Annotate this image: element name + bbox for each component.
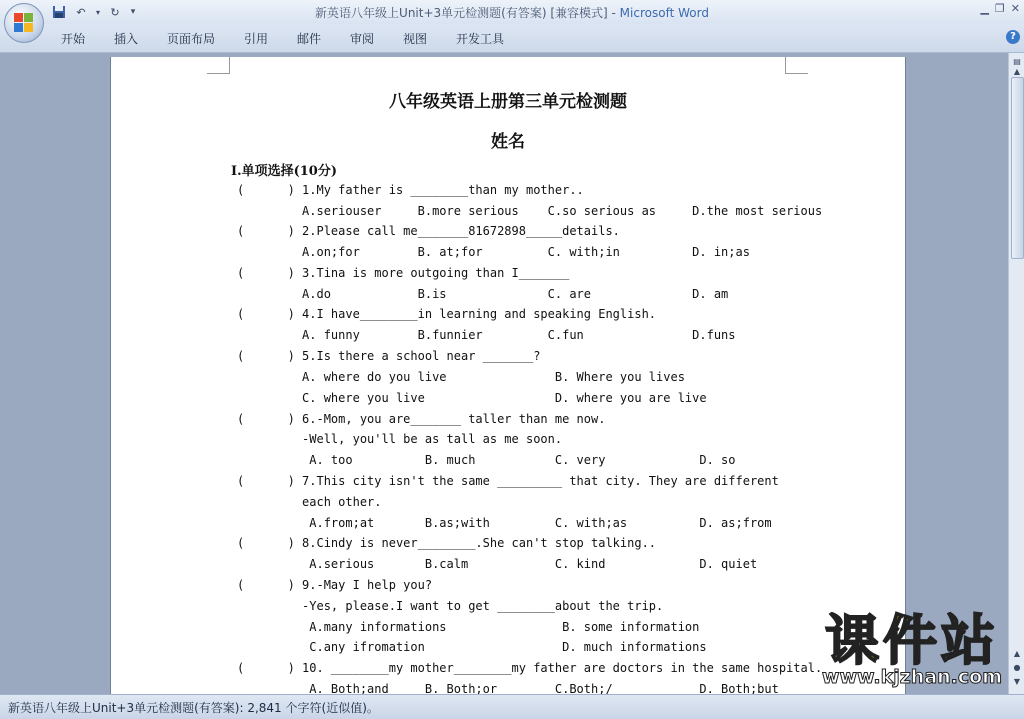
- undo-icon[interactable]: ↶: [76, 5, 86, 19]
- restore-icon[interactable]: ❐: [994, 2, 1005, 15]
- question-line: ( ) 4.I have________in learning and speaking English.: [237, 307, 685, 321]
- status-bar: [0, 694, 1024, 719]
- tab-developer[interactable]: 开发工具: [456, 32, 505, 46]
- options-line: A.seriouser B.more serious C.so serious as D.the most serious: [237, 204, 823, 218]
- vertical-scrollbar[interactable]: [1008, 53, 1024, 694]
- scroll-up-icon[interactable]: ▲: [1013, 67, 1021, 76]
- help-icon[interactable]: ?: [1006, 30, 1020, 44]
- options-line: A.do B.is C. are D. am: [237, 287, 729, 301]
- redo-icon[interactable]: ↻: [110, 5, 120, 19]
- options-line: A. Both;and B. Both;or C.Both;/ D. Both;but: [237, 682, 779, 694]
- question-line: ( ) 8.Cindy is never________.She can't stop talking..: [237, 536, 657, 550]
- watermark-logo: 课件站: [824, 609, 999, 672]
- question-line: ( ) 7.This city isn't the same _________ that city. They are different: [237, 474, 779, 488]
- tab-insert[interactable]: 插入: [114, 32, 139, 46]
- customize-qat-icon[interactable]: ▾: [130, 7, 136, 17]
- options-line: A. where do you live B. Where you lives: [237, 370, 729, 384]
- options-line: A.on;for B. at;for C. with;in D. in;as: [237, 245, 750, 259]
- question-line: ( ) 10. ________my mother________my father are doctors in the same hospital.: [237, 661, 823, 675]
- dropdown-arrow-icon[interactable]: ▾: [95, 7, 100, 17]
- scroll-thumb[interactable]: [1011, 77, 1024, 259]
- title-separator: -: [607, 6, 620, 20]
- question-line: ( ) 9.-May I help you?: [237, 578, 433, 592]
- tab-view[interactable]: 视图: [403, 32, 428, 46]
- tab-home[interactable]: 开始: [61, 32, 86, 46]
- options-line: C.any ifromation D. much informations: [237, 640, 707, 654]
- crop-mark: [785, 57, 808, 74]
- tab-review[interactable]: 审阅: [350, 32, 375, 46]
- options-line: A.from;at B.as;with C. with;as D. as;from: [237, 516, 772, 530]
- document-title: 八年级英语上册第三单元检测题: [389, 92, 627, 112]
- question-line: -Yes, please.I want to get ________about the trip.: [237, 599, 664, 613]
- ruler-toggle-icon[interactable]: ▤: [1013, 57, 1021, 66]
- question-line: each other.: [237, 495, 382, 509]
- question-line: ( ) 2.Please call me_______81672898_____details.: [237, 224, 620, 238]
- tab-references[interactable]: 引用: [244, 32, 269, 46]
- tab-mailings[interactable]: 邮件: [297, 32, 322, 46]
- next-page-icon[interactable]: ▼: [1013, 677, 1021, 686]
- watermark: [821, 609, 1002, 688]
- name-label: 姓名: [491, 132, 525, 152]
- section-heading: I.单项选择(10分): [231, 164, 337, 179]
- options-line: A.many informations B. some information: [237, 620, 707, 634]
- minimize-icon[interactable]: ▁: [980, 2, 989, 15]
- question-line: ( ) 1.My father is ________than my mother..: [237, 183, 584, 197]
- window-controls: [980, 2, 1020, 15]
- options-line: A. too B. much C. very D. so: [237, 453, 743, 467]
- question-line: ( ) 6.-Mom, you are_______ taller than me now.: [237, 412, 606, 426]
- tab-page-layout[interactable]: 页面布局: [167, 32, 216, 46]
- crop-mark: [207, 57, 230, 74]
- office-button[interactable]: [4, 3, 44, 43]
- options-line: C. where you live D. where you are live: [237, 391, 707, 405]
- options-line: A.serious B.calm C. kind D. quiet: [237, 557, 758, 571]
- close-icon[interactable]: ✕: [1010, 2, 1020, 15]
- document-name: 新英语八年级上Unit+3单元检测题(有答案) [兼容模式]: [315, 6, 608, 20]
- document-page[interactable]: [110, 57, 906, 694]
- title-bar: [0, 0, 1024, 24]
- document-area: [0, 53, 1008, 694]
- browse-object-icon[interactable]: ●: [1013, 663, 1021, 672]
- question-line: -Well, you'll be as tall as me soon.: [237, 432, 563, 446]
- app-name: Microsoft Word: [619, 6, 709, 20]
- ribbon-tabs: [0, 24, 1024, 53]
- status-text: 新英语八年级上Unit+3单元检测题(有答案): 2,841 个字符(近似值)。: [8, 701, 379, 715]
- prev-page-icon[interactable]: ▲: [1013, 649, 1021, 658]
- question-line: ( ) 5.Is there a school near _______?: [237, 349, 541, 363]
- watermark-url: www.kjzhan.com: [821, 666, 1002, 688]
- office-logo-icon: [14, 13, 34, 33]
- window-title: [0, 4, 1024, 21]
- options-line: A. funny B.funnier C.fun D.funs: [237, 328, 736, 342]
- question-line: ( ) 3.Tina is more outgoing than I_______: [237, 266, 570, 280]
